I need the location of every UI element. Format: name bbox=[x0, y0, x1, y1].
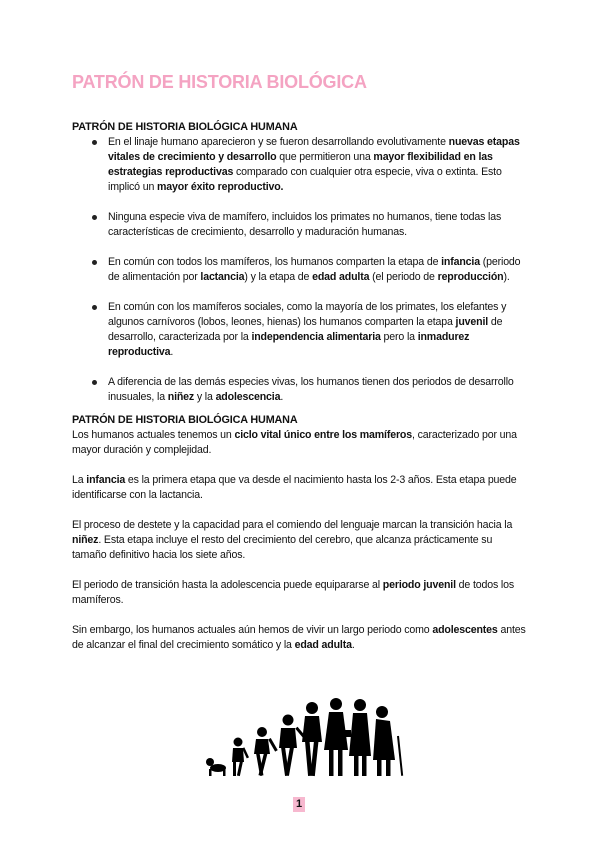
section-1-heading: PATRÓN DE HISTORIA BIOLÓGICA HUMANA bbox=[72, 121, 298, 133]
elderly-silhouette bbox=[373, 706, 403, 776]
paragraph: El periodo de transición hasta la adolescencia puede equipararse al periodo juvenil de todos los mamíferos. bbox=[72, 579, 514, 606]
page-title: PATRÓN DE HISTORIA BIOLÓGICA bbox=[72, 72, 367, 92]
list-item: Ninguna especie viva de mamífero, incluidos los primates no humanos, tiene todas las características de crecimiento, desarrollo y maduración humanas. bbox=[72, 210, 528, 240]
document-body bbox=[72, 120, 528, 668]
middle-aged-silhouette bbox=[349, 699, 371, 776]
adult-silhouette bbox=[324, 698, 351, 776]
list-item: En común con los mamíferos sociales, como la mayoría de los primates, los elefantes y algunos carnívoros (lobos, leones, hienas) los humanos comparten la etapa juvenil de desarrollo, caracterizada por la independencia alimentaria pero la inmadurez reproductiva. bbox=[72, 300, 528, 360]
list-item: En el linaje humano aparecieron y se fueron desarrollando evolutivamente nuevas etapas vitales de crecimiento y desarrollo que permitieron una mayor flexibilidad en las estrategias reproductivas comparado con cualquier otra especie, viva o extinta. Esto implicó un mayor éxito reproductivo. bbox=[72, 135, 528, 195]
list-item: A diferencia de las demás especies vivas, los humanos tienen dos periodos de desarrollo inusuales, la niñez y la adolescencia. bbox=[72, 375, 528, 405]
list-item: En común con todos los mamíferos, los humanos comparten la etapa de infancia (periodo de alimentación por lactancia) y la etapa de edad adulta (el periodo de reproducción). bbox=[72, 255, 528, 285]
human-life-stages-illustration bbox=[196, 690, 406, 780]
adolescent-silhouette bbox=[302, 702, 322, 776]
juvenile-silhouette bbox=[279, 715, 308, 776]
paragraph: El proceso de destete y la capacidad para el comiendo del lenguaje marcan la transición hacia la niñez. Esta etapa incluye el resto del crecimiento del cerebro, que alcanza prácticamente su tamaño definitivo hacia los siete años. bbox=[72, 519, 513, 561]
toddler-silhouette bbox=[232, 738, 249, 777]
bullet-list bbox=[72, 135, 528, 405]
section-2-heading: PATRÓN DE HISTORIA BIOLÓGICA HUMANA bbox=[72, 414, 298, 426]
paragraph: Sin embargo, los humanos actuales aún hemos de vivir un largo periodo como adolescentes antes de alcanzar el final del crecimiento somático y la edad adulta. bbox=[72, 624, 526, 651]
page-number: 1 bbox=[293, 797, 305, 812]
paragraph: Los humanos actuales tenemos un ciclo vital único entre los mamíferos, caracterizado por una mayor duración y complejidad. bbox=[72, 429, 517, 456]
child-silhouette bbox=[254, 727, 278, 776]
paragraph: La infancia es la primera etapa que va desde el nacimiento hasta los 2-3 años. Esta etapa puede identificarse con la lactancia. bbox=[72, 474, 517, 501]
baby-silhouette bbox=[206, 758, 226, 776]
